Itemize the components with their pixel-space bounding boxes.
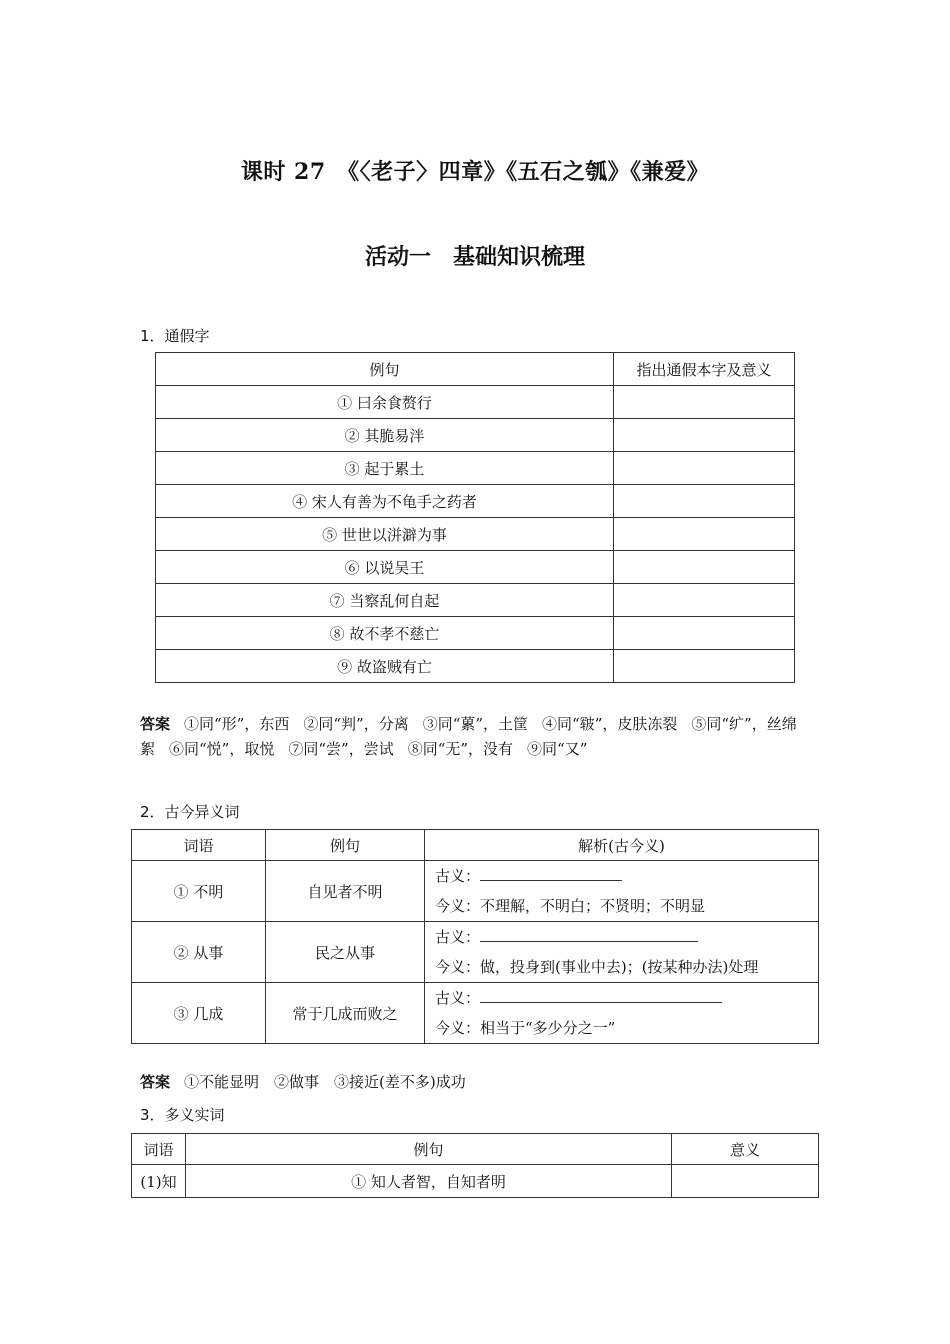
column-header: 意义 <box>672 1134 819 1165</box>
example-sentence: ⑦ 当察乱何自起 <box>156 584 614 617</box>
answer-item: ④同“皲”，皮肤冻裂 <box>542 715 678 733</box>
word-cell: ③ 几成 <box>132 983 266 1044</box>
example-sentence: ⑧ 故不孝不慈亡 <box>156 617 614 650</box>
answer-item: ⑦同“尝”，尝试 <box>288 740 394 758</box>
analysis-cell <box>425 861 819 922</box>
answer-cell <box>614 419 795 452</box>
column-header: 词语 <box>132 1134 186 1165</box>
gujin-yiyi-table <box>131 829 819 1044</box>
section-2-answer <box>140 1070 820 1095</box>
section-3-heading: 3．多义实词 <box>140 1106 225 1124</box>
table-header-row <box>132 1134 819 1165</box>
word-cell: ① 不明 <box>132 861 266 922</box>
answer-cell <box>614 551 795 584</box>
table-row <box>132 861 819 922</box>
table-row <box>156 419 795 452</box>
answer-item: ⑤同“纩”，丝绵絮 <box>140 715 797 758</box>
example-sentence: ⑤ 世世以洴澼为事 <box>156 518 614 551</box>
example-sentence: ⑥ 以说吴王 <box>156 551 614 584</box>
column-header: 解析(古今义) <box>425 830 819 861</box>
answer-item: ①同“形”，东西 <box>184 715 290 733</box>
answer-blank[interactable] <box>480 927 698 942</box>
answer-label: 答案 <box>140 1073 171 1091</box>
column-header: 例句 <box>266 830 425 861</box>
answer-item: ②同“判”，分离 <box>303 715 409 733</box>
answer-label: 答案 <box>140 715 171 733</box>
example-sentence: ① 曰余食赘行 <box>156 386 614 419</box>
example-sentence: 自见者不明 <box>266 861 425 922</box>
example-sentence: 民之从事 <box>266 922 425 983</box>
answer-cell <box>614 617 795 650</box>
example-sentence: ⑨ 故盗贼有亡 <box>156 650 614 683</box>
word-cell: (1)知 <box>132 1165 186 1198</box>
answer-blank[interactable] <box>480 988 722 1003</box>
section-1-answer <box>140 712 820 762</box>
table-row <box>132 1165 819 1198</box>
answer-item: ③同“蔂”，土筐 <box>422 715 529 733</box>
table-row <box>156 386 795 419</box>
answer-cell <box>614 518 795 551</box>
section-1-heading: 1．通假字 <box>140 327 210 345</box>
modern-meaning: 今义：相当于“多少分之一” <box>435 1019 616 1037</box>
answer-item: ⑧同“无”，没有 <box>407 740 514 758</box>
ancient-label: 古义： <box>435 989 481 1007</box>
example-sentence: ① 知人者智，自知者明 <box>186 1165 672 1198</box>
table-row <box>156 584 795 617</box>
answer-item: ⑨同“又” <box>527 740 588 758</box>
answer-text: ①不能显明 ②做事 ③接近(差不多)成功 <box>184 1073 466 1091</box>
column-header: 例句 <box>186 1134 672 1165</box>
answer-blank[interactable] <box>480 866 622 881</box>
example-sentence: 常于几成而败之 <box>266 983 425 1044</box>
table-header-row <box>156 353 795 386</box>
table-row <box>156 617 795 650</box>
answer-cell <box>614 386 795 419</box>
modern-meaning: 今义：做，投身到(事业中去)；(按某种办法)处理 <box>435 958 759 976</box>
ancient-label: 古义： <box>435 867 481 885</box>
activity-heading: 活动一 基础知识梳理 <box>364 244 585 270</box>
example-sentence: ② 其脆易泮 <box>156 419 614 452</box>
ancient-label: 古义： <box>435 928 481 946</box>
answer-item: ⑥同“悦”，取悦 <box>169 740 275 758</box>
duoyi-shici-table <box>131 1133 819 1198</box>
table-row <box>156 650 795 683</box>
table-row <box>156 518 795 551</box>
meaning-cell <box>672 1165 819 1198</box>
word-cell: ② 从事 <box>132 922 266 983</box>
column-header: 词语 <box>132 830 266 861</box>
answer-cell <box>614 452 795 485</box>
example-sentence: ④ 宋人有善为不龟手之药者 <box>156 485 614 518</box>
example-sentence: ③ 起于累土 <box>156 452 614 485</box>
column-header: 例句 <box>156 353 614 386</box>
table-row <box>132 983 819 1044</box>
modern-meaning: 今义：不理解，不明白；不贤明；不明显 <box>435 897 706 915</box>
answer-cell <box>614 650 795 683</box>
analysis-cell <box>425 983 819 1044</box>
table-row <box>132 922 819 983</box>
table-row <box>156 485 795 518</box>
column-header: 指出通假本字及意义 <box>614 353 795 386</box>
table-header-row <box>132 830 819 861</box>
table-row <box>156 551 795 584</box>
table-row <box>156 452 795 485</box>
analysis-cell <box>425 922 819 983</box>
section-2-heading: 2．古今异义词 <box>140 803 240 821</box>
answer-cell <box>614 584 795 617</box>
tongjia-table <box>155 352 795 683</box>
answer-cell <box>614 485 795 518</box>
page-title: 课时 27 《〈老子〉四章》《五石之瓠》《兼爱》 <box>240 159 710 185</box>
